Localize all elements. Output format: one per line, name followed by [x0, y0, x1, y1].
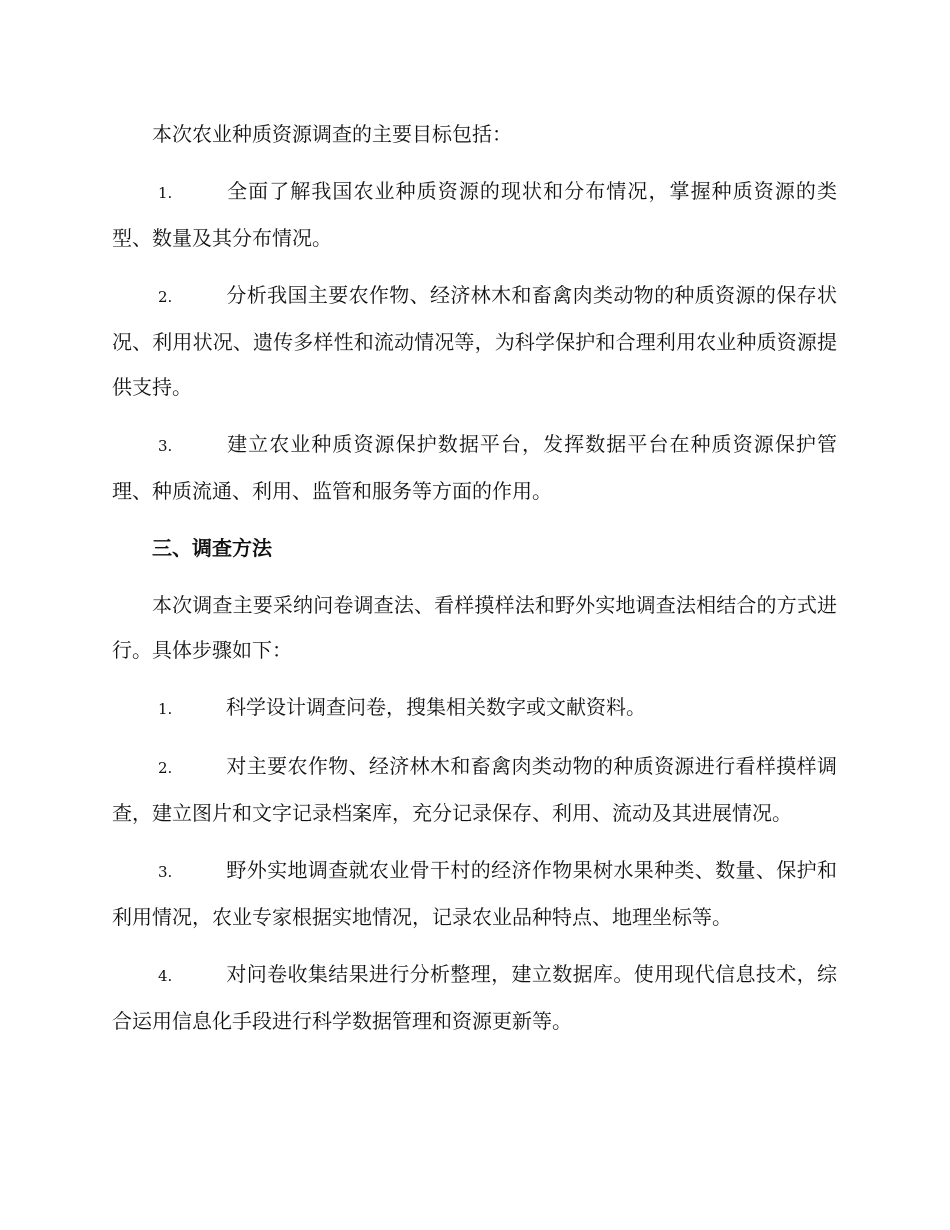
goal-item-1 [112, 169, 837, 261]
section-heading: 三、调查方法 [152, 536, 272, 560]
step-text: 对问卷收集结果进行分析整理，建立数据库。使用现代信息技术，综合运用信息化手段进行科学数据管理和资源更新等。 [112, 962, 837, 1033]
step-number: 3. [158, 863, 173, 881]
goal-number: 3. [158, 437, 173, 455]
goal-number: 1. [158, 184, 173, 202]
step-text: 野外实地调查就农业骨干村的经济作物果树水果种类、数量、保护和利用情况，农业专家根据实地情况，记录农业品种特点、地理坐标等。 [112, 858, 837, 929]
step-item-2 [112, 744, 837, 836]
document-body [112, 112, 837, 1056]
goals-intro: 本次农业种质资源调查的主要目标包括： [152, 122, 512, 146]
goal-text: 建立农业种质资源保护数据平台，发挥数据平台在种质资源保护管理、种质流通、利用、监管和服务等方面的作用。 [112, 432, 837, 503]
goal-item-2 [112, 273, 837, 410]
goal-number: 2. [158, 288, 173, 306]
step-item-3 [112, 848, 837, 940]
step-number: 2. [158, 759, 173, 777]
goal-text: 分析我国主要农作物、经济林木和畜禽肉类动物的种质资源的保存状况、利用状况、遗传多样性和流动情况等，为科学保护和合理利用农业种质资源提供支持。 [112, 283, 837, 399]
step-number: 1. [158, 700, 173, 718]
step-text: 科学设计调查问卷，搜集相关数字或文献资料。 [226, 695, 646, 719]
method-intro: 本次调查主要采纳问卷调查法、看样摸样法和野外实地调查法相结合的方式进行。具体步骤如下： [112, 593, 837, 662]
step-number: 4. [158, 967, 173, 985]
step-item-4 [112, 952, 837, 1044]
step-text: 对主要农作物、经济林木和畜禽肉类动物的种质资源进行看样摸样调查，建立图片和文字记录档案库，充分记录保存、利用、流动及其进展情况。 [112, 754, 837, 825]
goal-item-3 [112, 422, 837, 514]
step-item-1 [112, 685, 837, 732]
goal-text: 全面了解我国农业种质资源的现状和分布情况，掌握种质资源的类型、数量及其分布情况。 [112, 179, 837, 250]
